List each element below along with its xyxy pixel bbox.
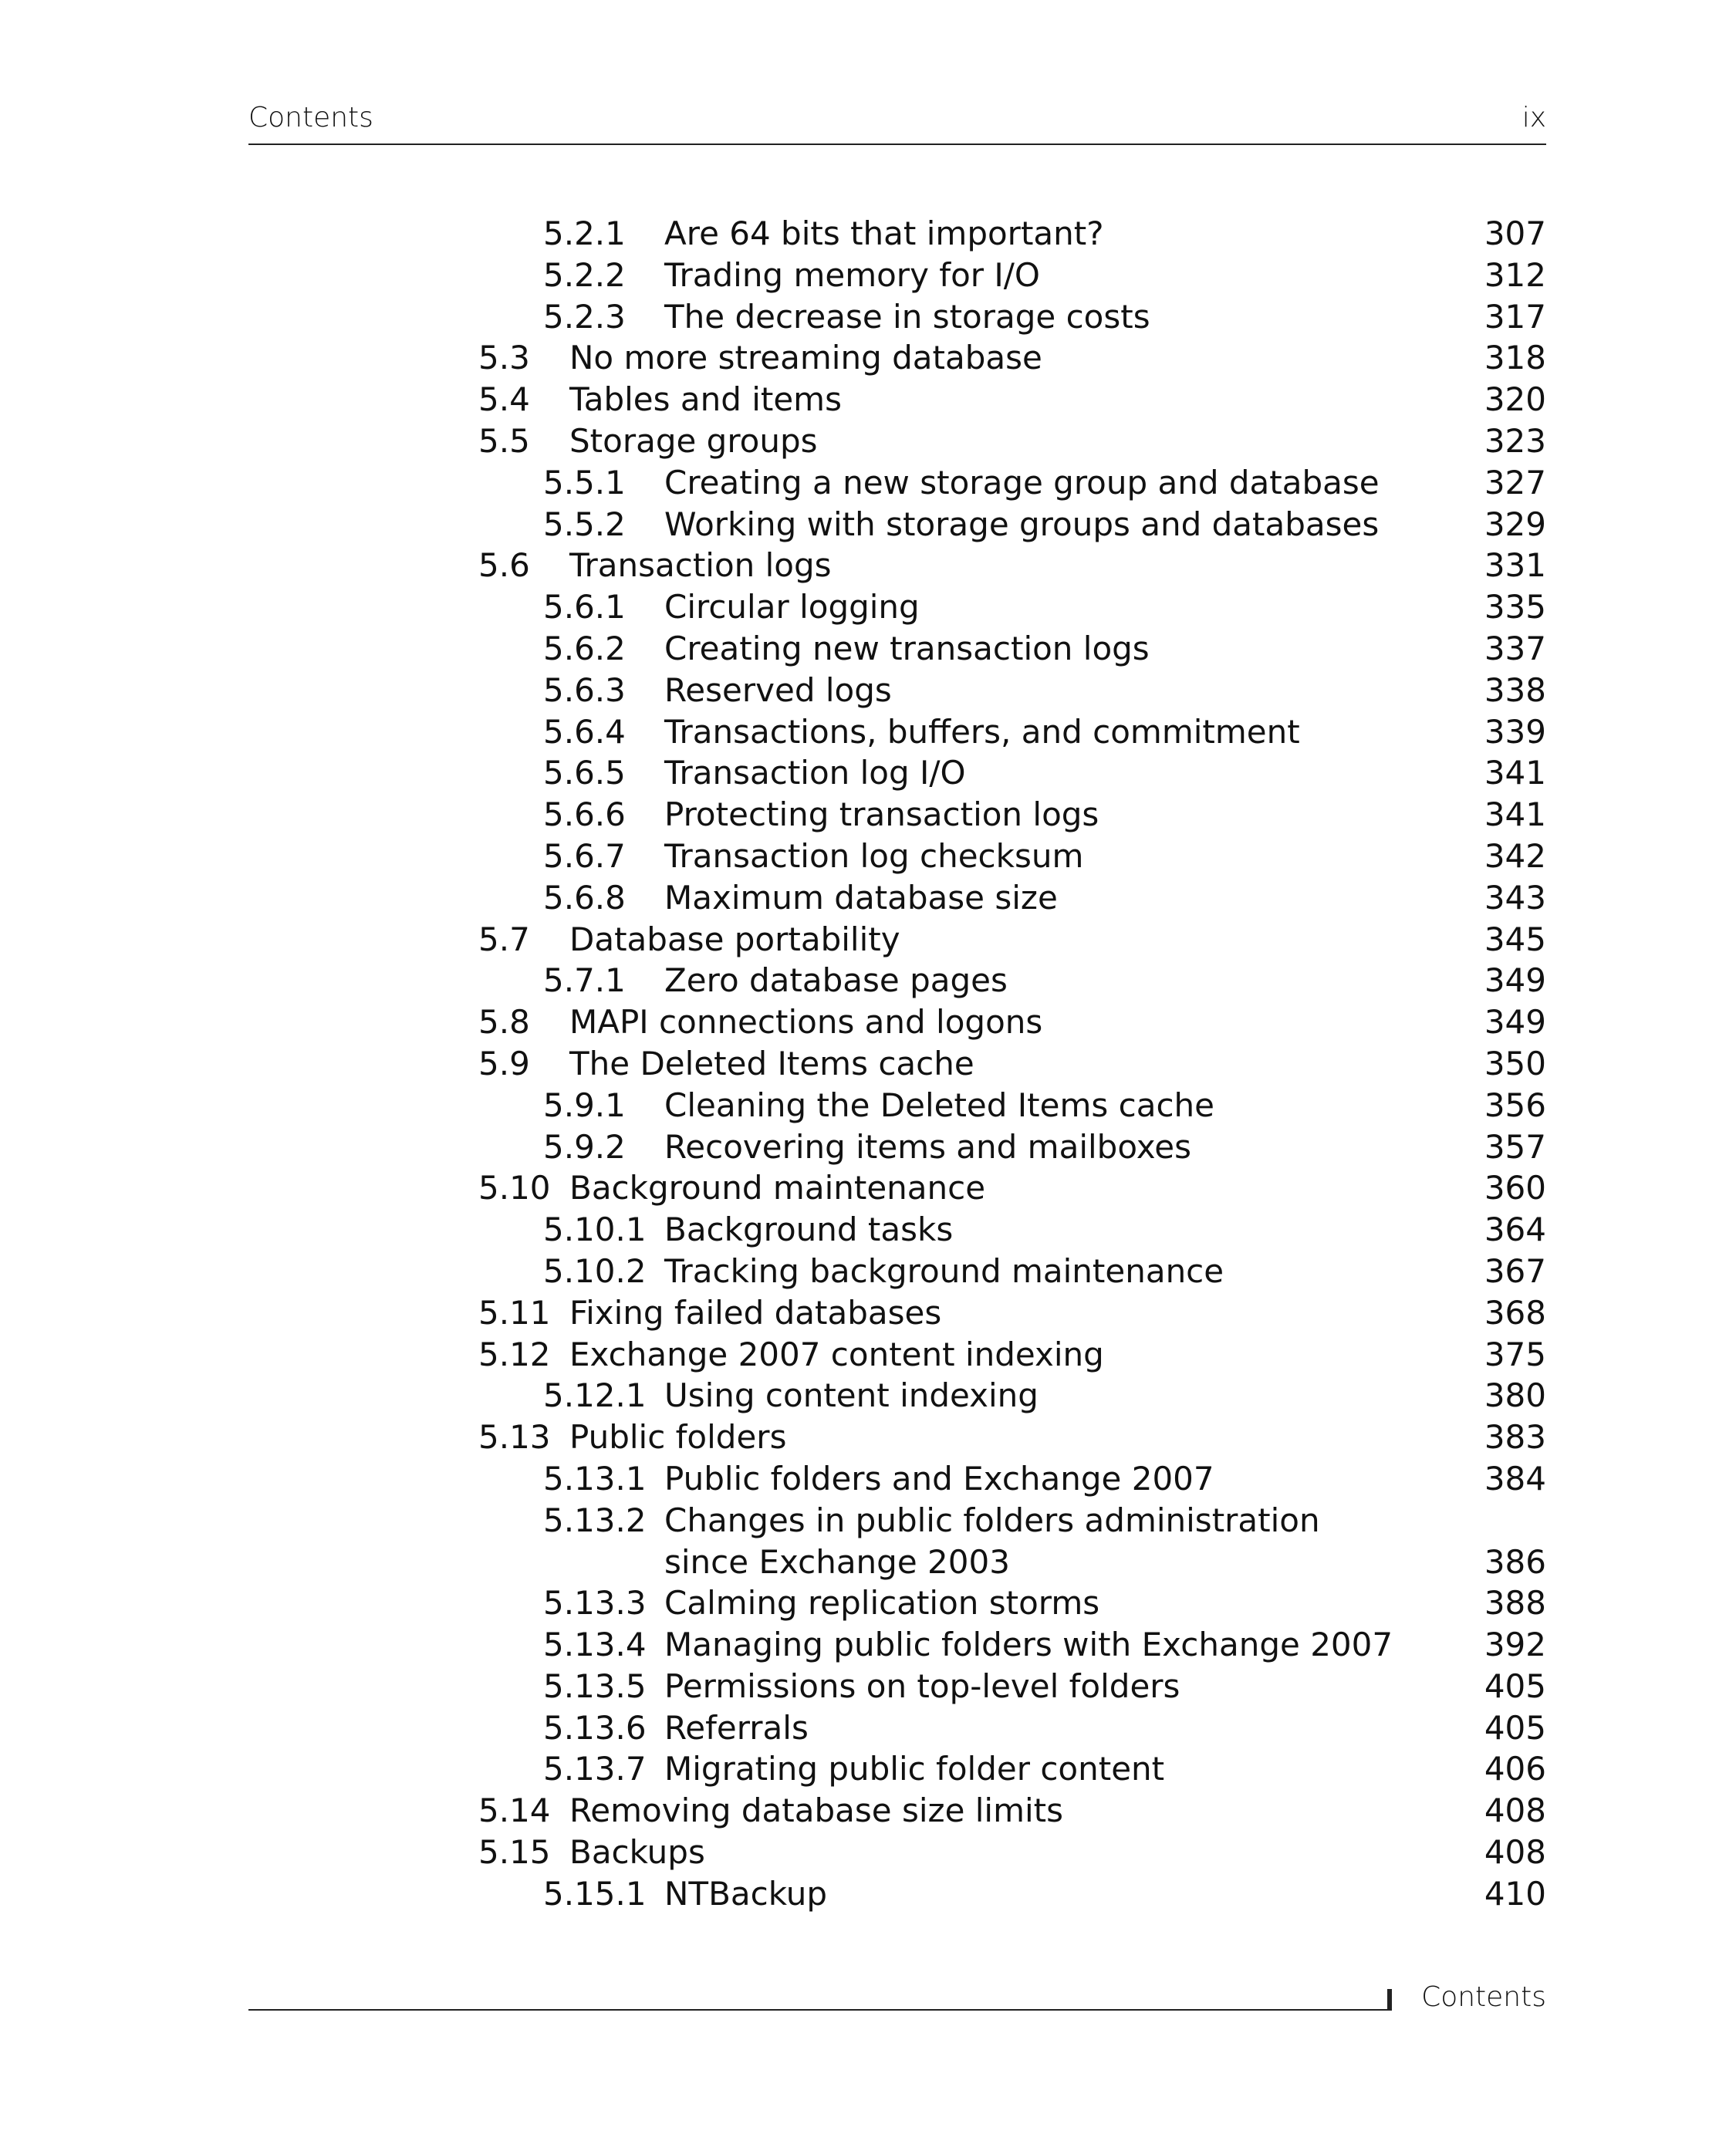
toc-entry-page: 307 xyxy=(1484,214,1546,252)
toc-entry-page: 331 xyxy=(1484,546,1546,585)
toc-entry-title: Cleaning the Deleted Items cache xyxy=(664,1086,1214,1124)
toc-entry-page: 408 xyxy=(1484,1791,1546,1830)
toc-entry-page: 341 xyxy=(1484,754,1546,792)
toc-entry[interactable] xyxy=(0,1790,1736,1832)
toc-entry-page: 343 xyxy=(1484,878,1546,917)
toc-entry-page: 388 xyxy=(1484,1584,1546,1623)
toc-entry-page: 338 xyxy=(1484,670,1546,709)
toc-entry[interactable] xyxy=(0,1707,1736,1749)
toc-entry-page: 329 xyxy=(1484,505,1546,543)
toc-entry[interactable] xyxy=(0,1085,1736,1126)
toc-entry[interactable] xyxy=(0,1334,1736,1376)
toc-entry-title: Background maintenance xyxy=(569,1169,986,1207)
toc-entry-number: 5.2.1 xyxy=(543,214,626,252)
toc-entry-page: 349 xyxy=(1484,961,1546,1000)
toc-entry-number: 5.9.2 xyxy=(543,1127,626,1166)
toc-entry[interactable] xyxy=(0,462,1736,504)
toc-entry[interactable] xyxy=(0,420,1736,462)
toc-entry-title: Maximum database size xyxy=(664,878,1058,917)
toc-entry-page: 335 xyxy=(1484,588,1546,626)
toc-entry-number: 5.13.6 xyxy=(543,1708,647,1747)
toc-entry-title: Exchange 2007 content indexing xyxy=(569,1335,1104,1373)
toc-entry-title: Using content indexing xyxy=(664,1376,1039,1415)
toc-entry-number: 5.7.1 xyxy=(543,961,626,1000)
toc-entry-title: Public folders xyxy=(569,1418,787,1457)
toc-entry-page: 350 xyxy=(1484,1044,1546,1082)
toc-entry-page: 317 xyxy=(1484,297,1546,336)
toc-entry-title: Are 64 bits that important? xyxy=(664,214,1104,252)
toc-entry-page: 327 xyxy=(1484,463,1546,501)
toc-entry-page: 383 xyxy=(1484,1418,1546,1457)
toc-entry-title: Working with storage groups and databases xyxy=(664,505,1380,543)
page-header xyxy=(248,99,1546,145)
toc-entry-title: Circular logging xyxy=(664,588,920,626)
toc-entry-page: 318 xyxy=(1484,339,1546,377)
toc-entry-title: Public folders and Exchange 2007 xyxy=(664,1459,1214,1498)
toc-entry-title: Reserved logs xyxy=(664,670,892,709)
toc-entry-title: Managing public folders with Exchange 2007 xyxy=(664,1626,1393,1664)
toc-entry-number: 5.13.1 xyxy=(543,1459,647,1498)
toc-entry[interactable] xyxy=(0,1582,1736,1624)
toc-entry-number: 5.10 xyxy=(478,1169,551,1207)
toc-entry[interactable] xyxy=(0,379,1736,420)
toc-entry-page: 375 xyxy=(1484,1335,1546,1373)
toc-entry[interactable] xyxy=(0,1167,1736,1209)
toc-entry-number: 5.9.1 xyxy=(543,1086,626,1124)
toc-entry-number: 5.2.3 xyxy=(543,297,626,336)
toc-entry-page: 349 xyxy=(1484,1003,1546,1042)
toc-entry-page: 360 xyxy=(1484,1169,1546,1207)
toc-entry-number: 5.10.2 xyxy=(543,1251,647,1290)
toc-entry[interactable] xyxy=(0,1624,1736,1666)
toc-entry-page: 323 xyxy=(1484,421,1546,460)
toc-entry-title: Transaction log I/O xyxy=(664,754,966,792)
toc-entry-number: 5.6.7 xyxy=(543,836,626,875)
toc-entry-title: Tables and items xyxy=(569,380,842,419)
toc-entry-title: No more streaming database xyxy=(569,339,1042,377)
toc-entry-page: 320 xyxy=(1484,380,1546,419)
toc-entry-title: Transaction logs xyxy=(569,546,832,585)
toc-entry-page: 345 xyxy=(1484,920,1546,958)
toc-entry[interactable] xyxy=(0,1043,1736,1085)
toc-entry-title: Permissions on top-level folders xyxy=(664,1667,1180,1705)
toc-entry-number: 5.5.1 xyxy=(543,463,626,501)
toc-entry-page: 357 xyxy=(1484,1127,1546,1166)
toc-entry-number: 5.12.1 xyxy=(543,1376,647,1415)
toc-entry[interactable] xyxy=(0,1375,1736,1417)
toc-entry-page: 405 xyxy=(1484,1708,1546,1747)
toc-entry-page: 392 xyxy=(1484,1626,1546,1664)
toc-entry[interactable] xyxy=(0,1292,1736,1334)
toc-entry-page: 406 xyxy=(1484,1750,1546,1788)
toc-entry-title: Backups xyxy=(569,1833,705,1872)
toc-entry-page: 356 xyxy=(1484,1086,1546,1124)
toc-entry-number: 5.6.6 xyxy=(543,795,626,834)
toc-entry[interactable] xyxy=(0,586,1736,628)
toc-entry-title: NTBackup xyxy=(664,1874,828,1913)
toc-entry[interactable] xyxy=(0,255,1736,296)
toc-entry-number: 5.14 xyxy=(478,1791,551,1830)
toc-entry[interactable] xyxy=(0,1458,1736,1500)
toc-entry-page: 368 xyxy=(1484,1293,1546,1332)
toc-entry-title: MAPI connections and logons xyxy=(569,1003,1043,1042)
toc-entry[interactable] xyxy=(0,213,1736,255)
toc-entry-page: 408 xyxy=(1484,1833,1546,1872)
table-of-contents xyxy=(0,213,1736,1915)
toc-entry-number: 5.6 xyxy=(478,546,530,585)
toc-entry-number: 5.6.1 xyxy=(543,588,626,626)
toc-entry[interactable] xyxy=(0,752,1736,794)
page-number: ix xyxy=(1522,102,1546,133)
toc-entry-number: 5.7 xyxy=(478,920,530,958)
toc-entry[interactable] xyxy=(0,296,1736,338)
toc-entry-title: Removing database size limits xyxy=(569,1791,1064,1830)
toc-entry[interactable] xyxy=(0,1873,1736,1915)
toc-entry-title: Zero database pages xyxy=(664,961,1008,1000)
toc-entry[interactable] xyxy=(0,337,1736,379)
toc-entry-number: 5.15 xyxy=(478,1833,551,1872)
toc-entry-title: Migrating public folder content xyxy=(664,1750,1165,1788)
toc-entry-title: The Deleted Items cache xyxy=(569,1044,974,1082)
toc-entry[interactable] xyxy=(0,836,1736,877)
toc-entry-title: Creating a new storage group and database xyxy=(664,463,1380,501)
toc-entry-page: 312 xyxy=(1484,255,1546,294)
toc-entry-number: 5.6.3 xyxy=(543,670,626,709)
toc-entry-title: The decrease in storage costs xyxy=(664,297,1150,336)
toc-entry-number: 5.13.4 xyxy=(543,1626,647,1664)
toc-entry[interactable] xyxy=(0,1500,1736,1583)
footer-tick-mark xyxy=(1387,1989,1392,2011)
toc-entry-number: 5.11 xyxy=(478,1293,551,1332)
toc-entry-number: 5.13.5 xyxy=(543,1667,647,1705)
toc-entry-title: Creating new transaction logs xyxy=(664,629,1150,667)
toc-entry-title: Database portability xyxy=(569,920,900,958)
toc-entry-title: Trading memory for I/O xyxy=(664,255,1040,294)
toc-entry-page: 342 xyxy=(1484,836,1546,875)
toc-entry-title: Recovering items and mailboxes xyxy=(664,1127,1192,1166)
toc-entry[interactable] xyxy=(0,960,1736,1001)
toc-entry[interactable] xyxy=(0,711,1736,753)
toc-entry-number: 5.6.2 xyxy=(543,629,626,667)
toc-entry-title: Protecting transaction logs xyxy=(664,795,1099,834)
toc-entry-number: 5.6.8 xyxy=(543,878,626,917)
toc-entry-number: 5.10.1 xyxy=(543,1211,647,1249)
toc-entry-page: 367 xyxy=(1484,1251,1546,1290)
toc-entry-title: Storage groups xyxy=(569,421,818,460)
toc-entry-title: Tracking background maintenance xyxy=(664,1251,1224,1290)
toc-entry[interactable] xyxy=(0,1209,1736,1251)
toc-entry-page: 386 xyxy=(1484,1542,1546,1581)
running-head-title: Contents xyxy=(248,102,373,133)
toc-entry-number: 5.6.4 xyxy=(543,712,626,751)
toc-entry-number: 5.9 xyxy=(478,1044,530,1082)
toc-entry-title: Fixing failed databases xyxy=(569,1293,942,1332)
toc-entry-number: 5.13.2 xyxy=(543,1501,647,1539)
toc-entry-number: 5.3 xyxy=(478,339,530,377)
toc-entry-title: Changes in public folders administration since Exchange 2003 xyxy=(664,1501,1320,1581)
page-footer xyxy=(248,1981,1546,2020)
toc-entry-page: 339 xyxy=(1484,712,1546,751)
toc-entry[interactable] xyxy=(0,670,1736,711)
toc-entry[interactable] xyxy=(0,545,1736,586)
toc-entry-number: 5.13.7 xyxy=(543,1750,647,1788)
toc-entry-page: 380 xyxy=(1484,1376,1546,1415)
toc-entry-number: 5.8 xyxy=(478,1003,530,1042)
toc-entry[interactable] xyxy=(0,1666,1736,1707)
toc-entry[interactable] xyxy=(0,1251,1736,1292)
toc-entry[interactable] xyxy=(0,794,1736,836)
toc-entry-page: 341 xyxy=(1484,795,1546,834)
toc-entry-number: 5.5 xyxy=(478,421,530,460)
toc-entry[interactable] xyxy=(0,628,1736,670)
toc-entry-number: 5.13 xyxy=(478,1418,551,1457)
toc-entry[interactable] xyxy=(0,1417,1736,1458)
toc-entry-number: 5.2.2 xyxy=(543,255,626,294)
toc-entry-page: 364 xyxy=(1484,1211,1546,1249)
toc-entry-page: 337 xyxy=(1484,629,1546,667)
toc-entry[interactable] xyxy=(0,919,1736,961)
toc-entry-number: 5.5.2 xyxy=(543,505,626,543)
footer-rule xyxy=(248,2009,1392,2011)
toc-entry[interactable] xyxy=(0,504,1736,545)
toc-entry[interactable] xyxy=(0,1001,1736,1043)
toc-entry[interactable] xyxy=(0,1832,1736,1873)
toc-entry-title: Background tasks xyxy=(664,1211,954,1249)
toc-entry-number: 5.6.5 xyxy=(543,754,626,792)
toc-entry-number: 5.15.1 xyxy=(543,1874,647,1913)
toc-entry[interactable] xyxy=(0,1126,1736,1168)
toc-entry-number: 5.4 xyxy=(478,380,530,419)
toc-entry-page: 405 xyxy=(1484,1667,1546,1705)
toc-entry[interactable] xyxy=(0,1748,1736,1790)
footer-label: Contents xyxy=(1421,1981,1546,2013)
toc-entry[interactable] xyxy=(0,877,1736,919)
toc-entry-title: Transaction log checksum xyxy=(664,836,1084,875)
toc-entry-page: 410 xyxy=(1484,1874,1546,1913)
toc-entry-number: 5.13.3 xyxy=(543,1584,647,1623)
toc-entry-title: Calming replication storms xyxy=(664,1584,1100,1623)
toc-entry-page: 384 xyxy=(1484,1459,1546,1498)
toc-entry-title: Referrals xyxy=(664,1708,809,1747)
toc-entry-title: Transactions, buffers, and commitment xyxy=(664,712,1300,751)
toc-entry-number: 5.12 xyxy=(478,1335,551,1373)
